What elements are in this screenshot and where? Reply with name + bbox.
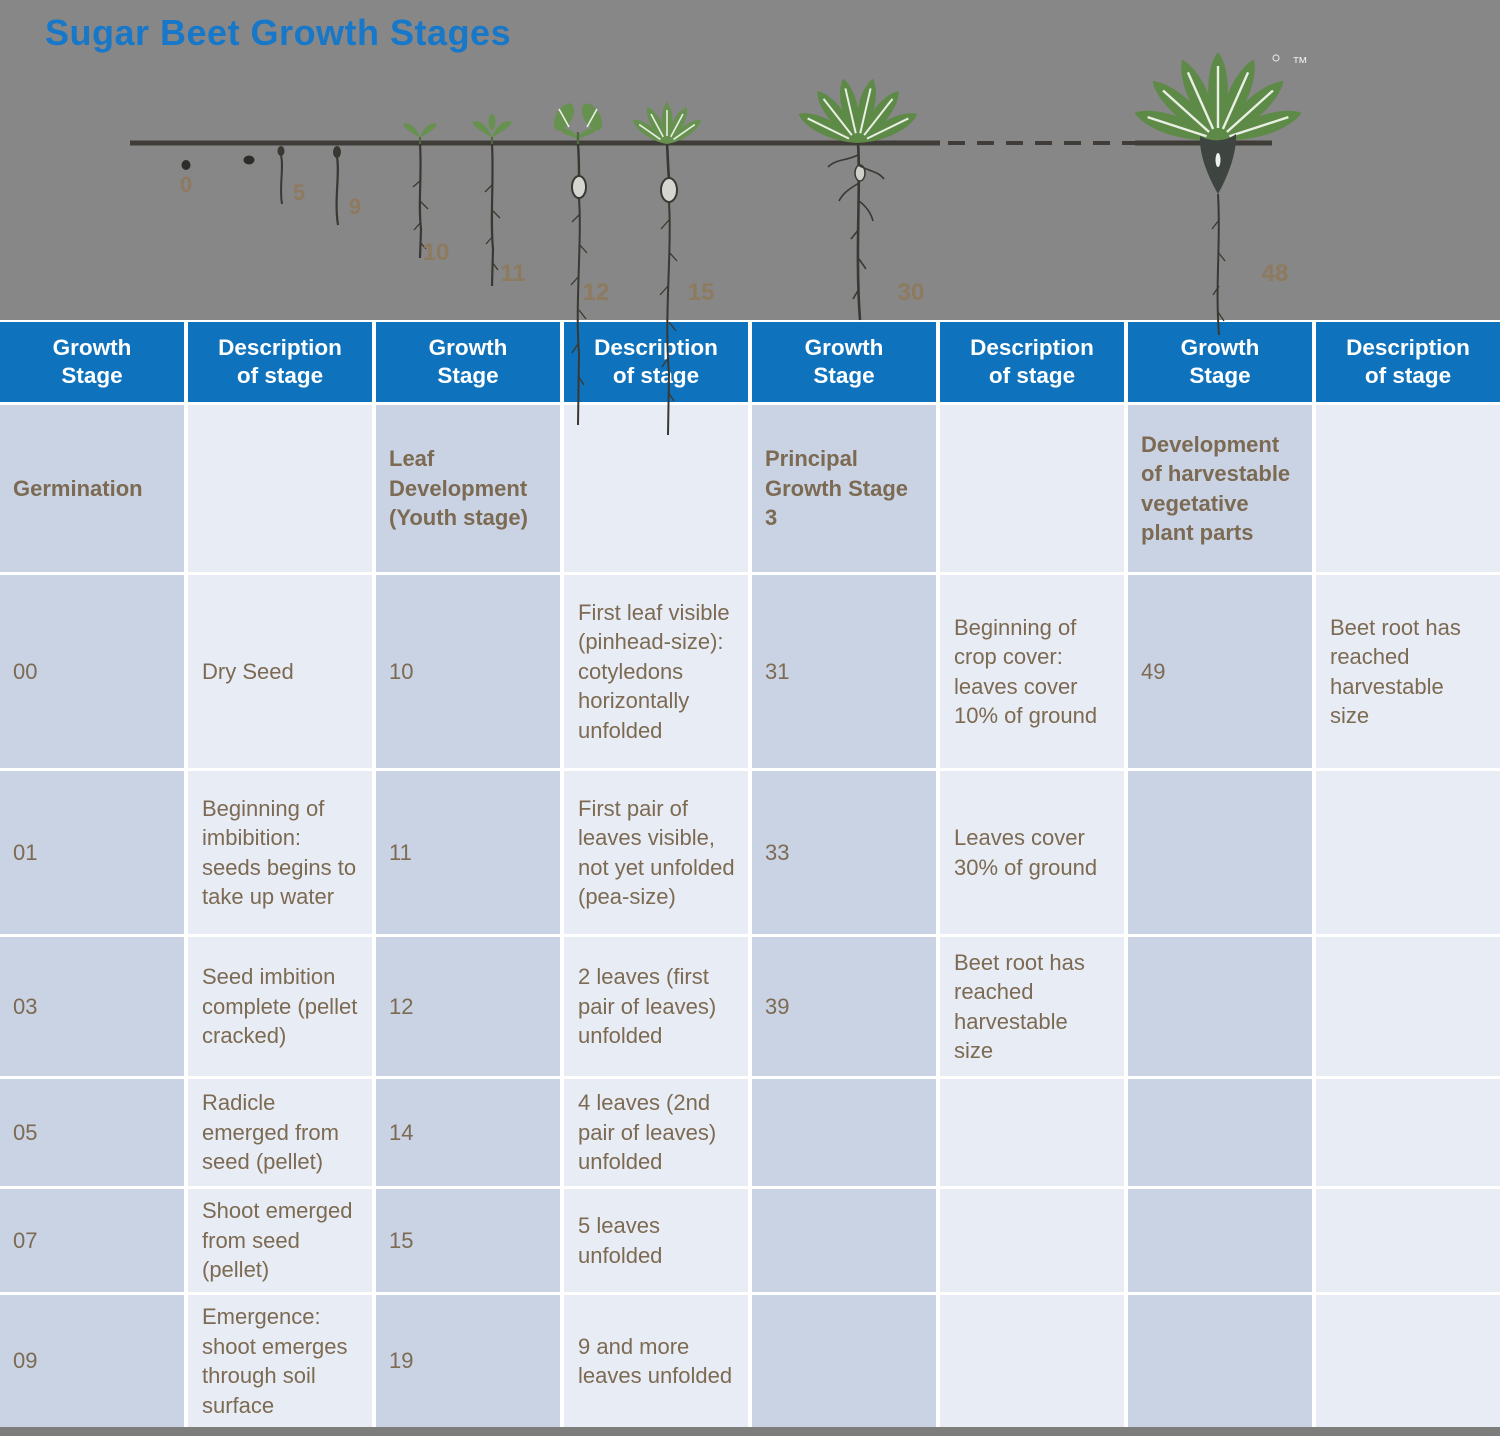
stage-desc-cell — [1316, 937, 1500, 1076]
stage-code-cell: 09 — [0, 1295, 184, 1427]
col-header-growth-stage: Growth Stage — [1128, 322, 1312, 402]
stage-desc-cell — [1316, 771, 1500, 934]
col-header-description: Description of stage — [564, 322, 748, 402]
stage-code-cell: 19 — [376, 1295, 560, 1427]
stage-label-48: 48 — [1261, 260, 1289, 287]
stage-group-cell: Principal Growth Stage 3 — [752, 405, 936, 572]
stage-code-cell — [1128, 937, 1312, 1076]
stage-group-cell: Leaf Development (Youth stage) — [376, 405, 560, 572]
stage-desc-cell — [940, 1079, 1124, 1186]
stage-desc-cell — [1316, 1189, 1500, 1292]
stage-desc-cell — [940, 1295, 1124, 1427]
stage-desc-cell: Radicle emerged from seed (pellet) — [188, 1079, 372, 1186]
stage-code-cell: 11 — [376, 771, 560, 934]
stage-desc-cell: Beginning of imbibition: seeds begins to take up water — [188, 771, 372, 934]
stage-desc-cell — [564, 405, 748, 572]
stage-desc-cell: Leaves cover 30% of ground — [940, 771, 1124, 934]
col-header-growth-stage: Growth Stage — [376, 322, 560, 402]
stage-label-0: 0 — [179, 172, 193, 197]
stage-desc-cell: Beginning of crop cover: leaves cover 10% of ground — [940, 575, 1124, 768]
col-header-growth-stage: Growth Stage — [752, 322, 936, 402]
col-header-description: Description of stage — [188, 322, 372, 402]
stage-code-cell — [1128, 1079, 1312, 1186]
stage-code-cell — [752, 1295, 936, 1427]
stage-code-cell — [752, 1189, 936, 1292]
stage-desc-cell: Emergence: shoot emerges through soil surface — [188, 1295, 372, 1427]
stage-desc-cell: 5 leaves unfolded — [564, 1189, 748, 1292]
stage-label-15: 15 — [687, 279, 715, 306]
stage-desc-cell: 9 and more leaves unfolded — [564, 1295, 748, 1427]
stage-code-cell: 01 — [0, 771, 184, 934]
bottom-bar — [0, 1427, 1500, 1436]
stage-label-9: 9 — [348, 194, 362, 219]
growth-stages-table — [0, 322, 1500, 1427]
stage-code-cell: 05 — [0, 1079, 184, 1186]
stage-desc-cell — [940, 1189, 1124, 1292]
stage-label-10: 10 — [422, 239, 450, 266]
stage-desc-cell: Beet root has reached harvestable size — [940, 937, 1124, 1076]
stage-desc-cell — [1316, 1295, 1500, 1427]
stage-code-cell: 14 — [376, 1079, 560, 1186]
trademark-mark: ™ — [1292, 55, 1308, 72]
stage-code-cell: 03 — [0, 937, 184, 1076]
stage-group-cell: Germination — [0, 405, 184, 572]
hero-banner — [0, 0, 1500, 320]
stage-label-11: 11 — [500, 260, 526, 287]
stage-desc-cell: Shoot emerged from seed (pellet) — [188, 1189, 372, 1292]
col-header-growth-stage: Growth Stage — [0, 322, 184, 402]
stage-desc-cell — [1316, 405, 1500, 572]
stage-code-cell: 07 — [0, 1189, 184, 1292]
stage-desc-cell: Beet root has reached harvestable size — [1316, 575, 1500, 768]
stage-desc-cell — [1316, 1079, 1500, 1186]
stage-desc-cell: 2 leaves (first pair of leaves) unfolded — [564, 937, 748, 1076]
stage-code-cell: 15 — [376, 1189, 560, 1292]
stage-desc-cell: First pair of leaves visible, not yet unfolded (pea-size) — [564, 771, 748, 934]
stage-code-cell: 00 — [0, 575, 184, 768]
col-header-description: Description of stage — [1316, 322, 1500, 402]
stage-code-cell — [1128, 1295, 1312, 1427]
stage-desc-cell — [940, 405, 1124, 572]
stage-desc-cell — [188, 405, 372, 572]
page-title: Sugar Beet Growth Stages — [45, 12, 512, 53]
col-header-description: Description of stage — [940, 322, 1124, 402]
stage-desc-cell: 4 leaves (2nd pair of leaves) unfolded — [564, 1079, 748, 1186]
stage-label-12: 12 — [582, 279, 610, 306]
stage-group-cell: Development of harvestable vegetative plant parts — [1128, 405, 1312, 572]
stage-code-cell: 10 — [376, 575, 560, 768]
stage-code-cell — [1128, 771, 1312, 934]
stage-code-cell: 31 — [752, 575, 936, 768]
stage-label-5: 5 — [292, 180, 306, 205]
stage-label-30: 30 — [897, 279, 925, 306]
stage-code-cell: 49 — [1128, 575, 1312, 768]
stage-desc-cell: Seed imbition complete (pellet cracked) — [188, 937, 372, 1076]
stage-code-cell — [1128, 1189, 1312, 1292]
stage-code-cell: 39 — [752, 937, 936, 1076]
stage-code-cell: 12 — [376, 937, 560, 1076]
stage-desc-cell: First leaf visible (pinhead-size): cotyledons horizontally unfolded — [564, 575, 748, 768]
stage-desc-cell: Dry Seed — [188, 575, 372, 768]
stage-code-cell: 33 — [752, 771, 936, 934]
stage-code-cell — [752, 1079, 936, 1186]
